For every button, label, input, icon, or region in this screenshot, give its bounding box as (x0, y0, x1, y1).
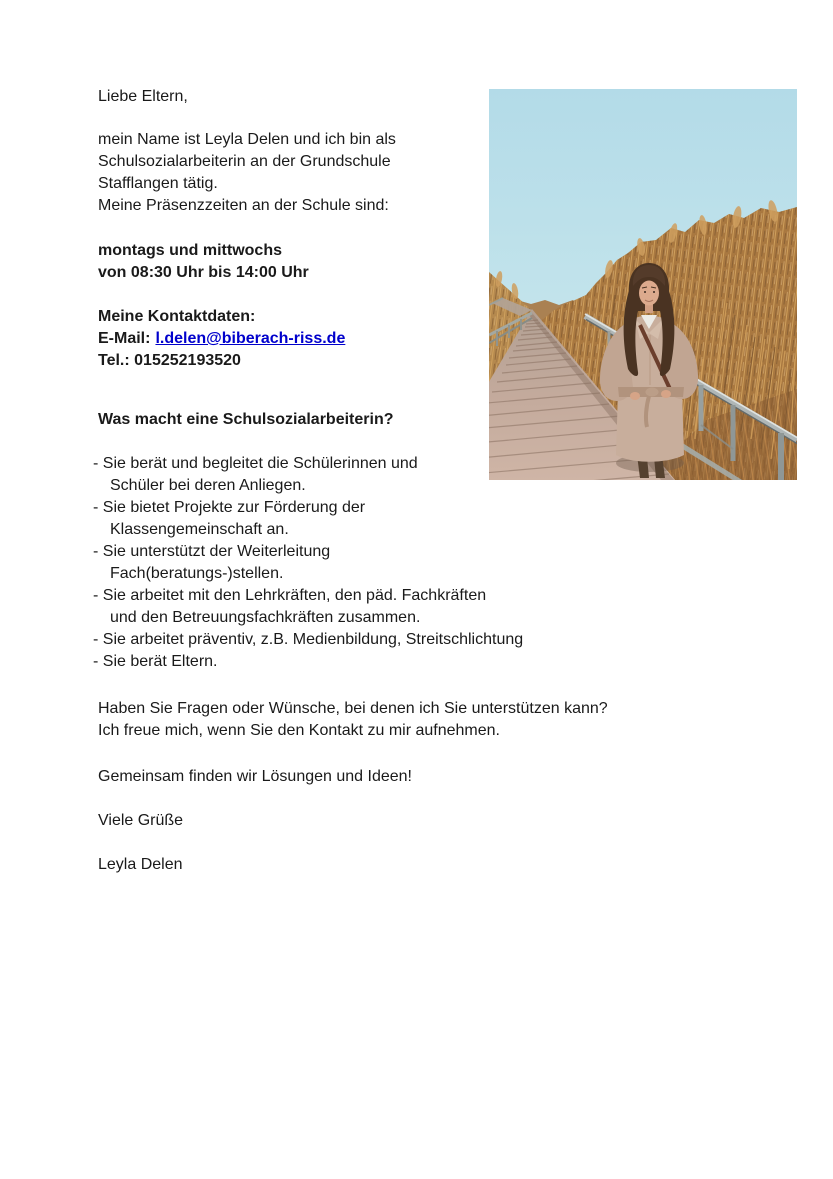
duty-line: - Sie arbeitet präventiv, z.B. Medienbildung, Streitschlichtung (93, 631, 524, 648)
profile-photo (489, 89, 797, 480)
list-item (93, 585, 523, 629)
signature-name: Leyla Delen (98, 856, 183, 873)
closing-questions (98, 698, 608, 742)
duty-line: - Sie bietet Projekte zur Förderung der (93, 499, 366, 516)
office-hours-time: von 08:30 Uhr bis 14:00 Uhr (98, 264, 309, 281)
list-item (93, 453, 523, 497)
section-heading: Was macht eine Schulsozialarbeiterin? (98, 411, 394, 428)
text-line: Stafflangen tätig. (98, 175, 218, 192)
list-item (93, 497, 523, 541)
text-line: Schulsozialarbeiterin an der Grundschule (98, 153, 391, 170)
regards-line: Viele Grüße (98, 812, 184, 829)
duty-continuation: Fach(beratungs-)stellen. (110, 565, 284, 582)
duty-line: - Sie unterstützt der Weiterleitung (93, 543, 331, 560)
boardwalk-photo-illustration (489, 89, 797, 480)
duty-continuation: Klassengemeinschaft an. (110, 521, 289, 538)
duties-list (93, 453, 523, 673)
email-label: E-Mail: (98, 330, 151, 347)
contact-block (98, 306, 345, 372)
salutation: Liebe Eltern, (98, 88, 188, 105)
email-line (98, 328, 345, 350)
together-line: Gemeinsam finden wir Lösungen und Ideen! (98, 768, 412, 785)
text-line: mein Name ist Leyla Delen und ich bin als (98, 131, 396, 148)
list-item (93, 651, 523, 673)
intro-paragraph (98, 129, 396, 217)
duty-line: - Sie arbeitet mit den Lehrkräften, den päd. Fachkräften (93, 587, 487, 604)
text-line: Ich freue mich, wenn Sie den Kontakt zu mir aufnehmen. (98, 722, 500, 739)
office-hours (98, 240, 309, 284)
duty-line: - Sie berät Eltern. (93, 653, 218, 670)
office-hours-days: montags und mittwochs (98, 242, 282, 259)
right-hand (661, 390, 671, 398)
text-line: Haben Sie Fragen oder Wünsche, bei denen ich Sie unterstützen kann? (98, 700, 608, 717)
duty-line: - Sie berät und begleitet die Schülerinnen und (93, 455, 418, 472)
duty-continuation: und den Betreuungsfachkräften zusammen. (110, 609, 421, 626)
list-item (93, 541, 523, 585)
list-item (93, 629, 523, 651)
left-hand (630, 392, 640, 400)
email-link[interactable]: l.delen@biberach-riss.de (155, 330, 346, 347)
contact-heading: Meine Kontaktdaten: (98, 308, 256, 325)
duty-continuation: Schüler bei deren Anliegen. (110, 477, 306, 494)
text-line: Meine Präsenzzeiten an der Schule sind: (98, 197, 389, 214)
phone-line: Tel.: 015252193520 (98, 352, 241, 369)
